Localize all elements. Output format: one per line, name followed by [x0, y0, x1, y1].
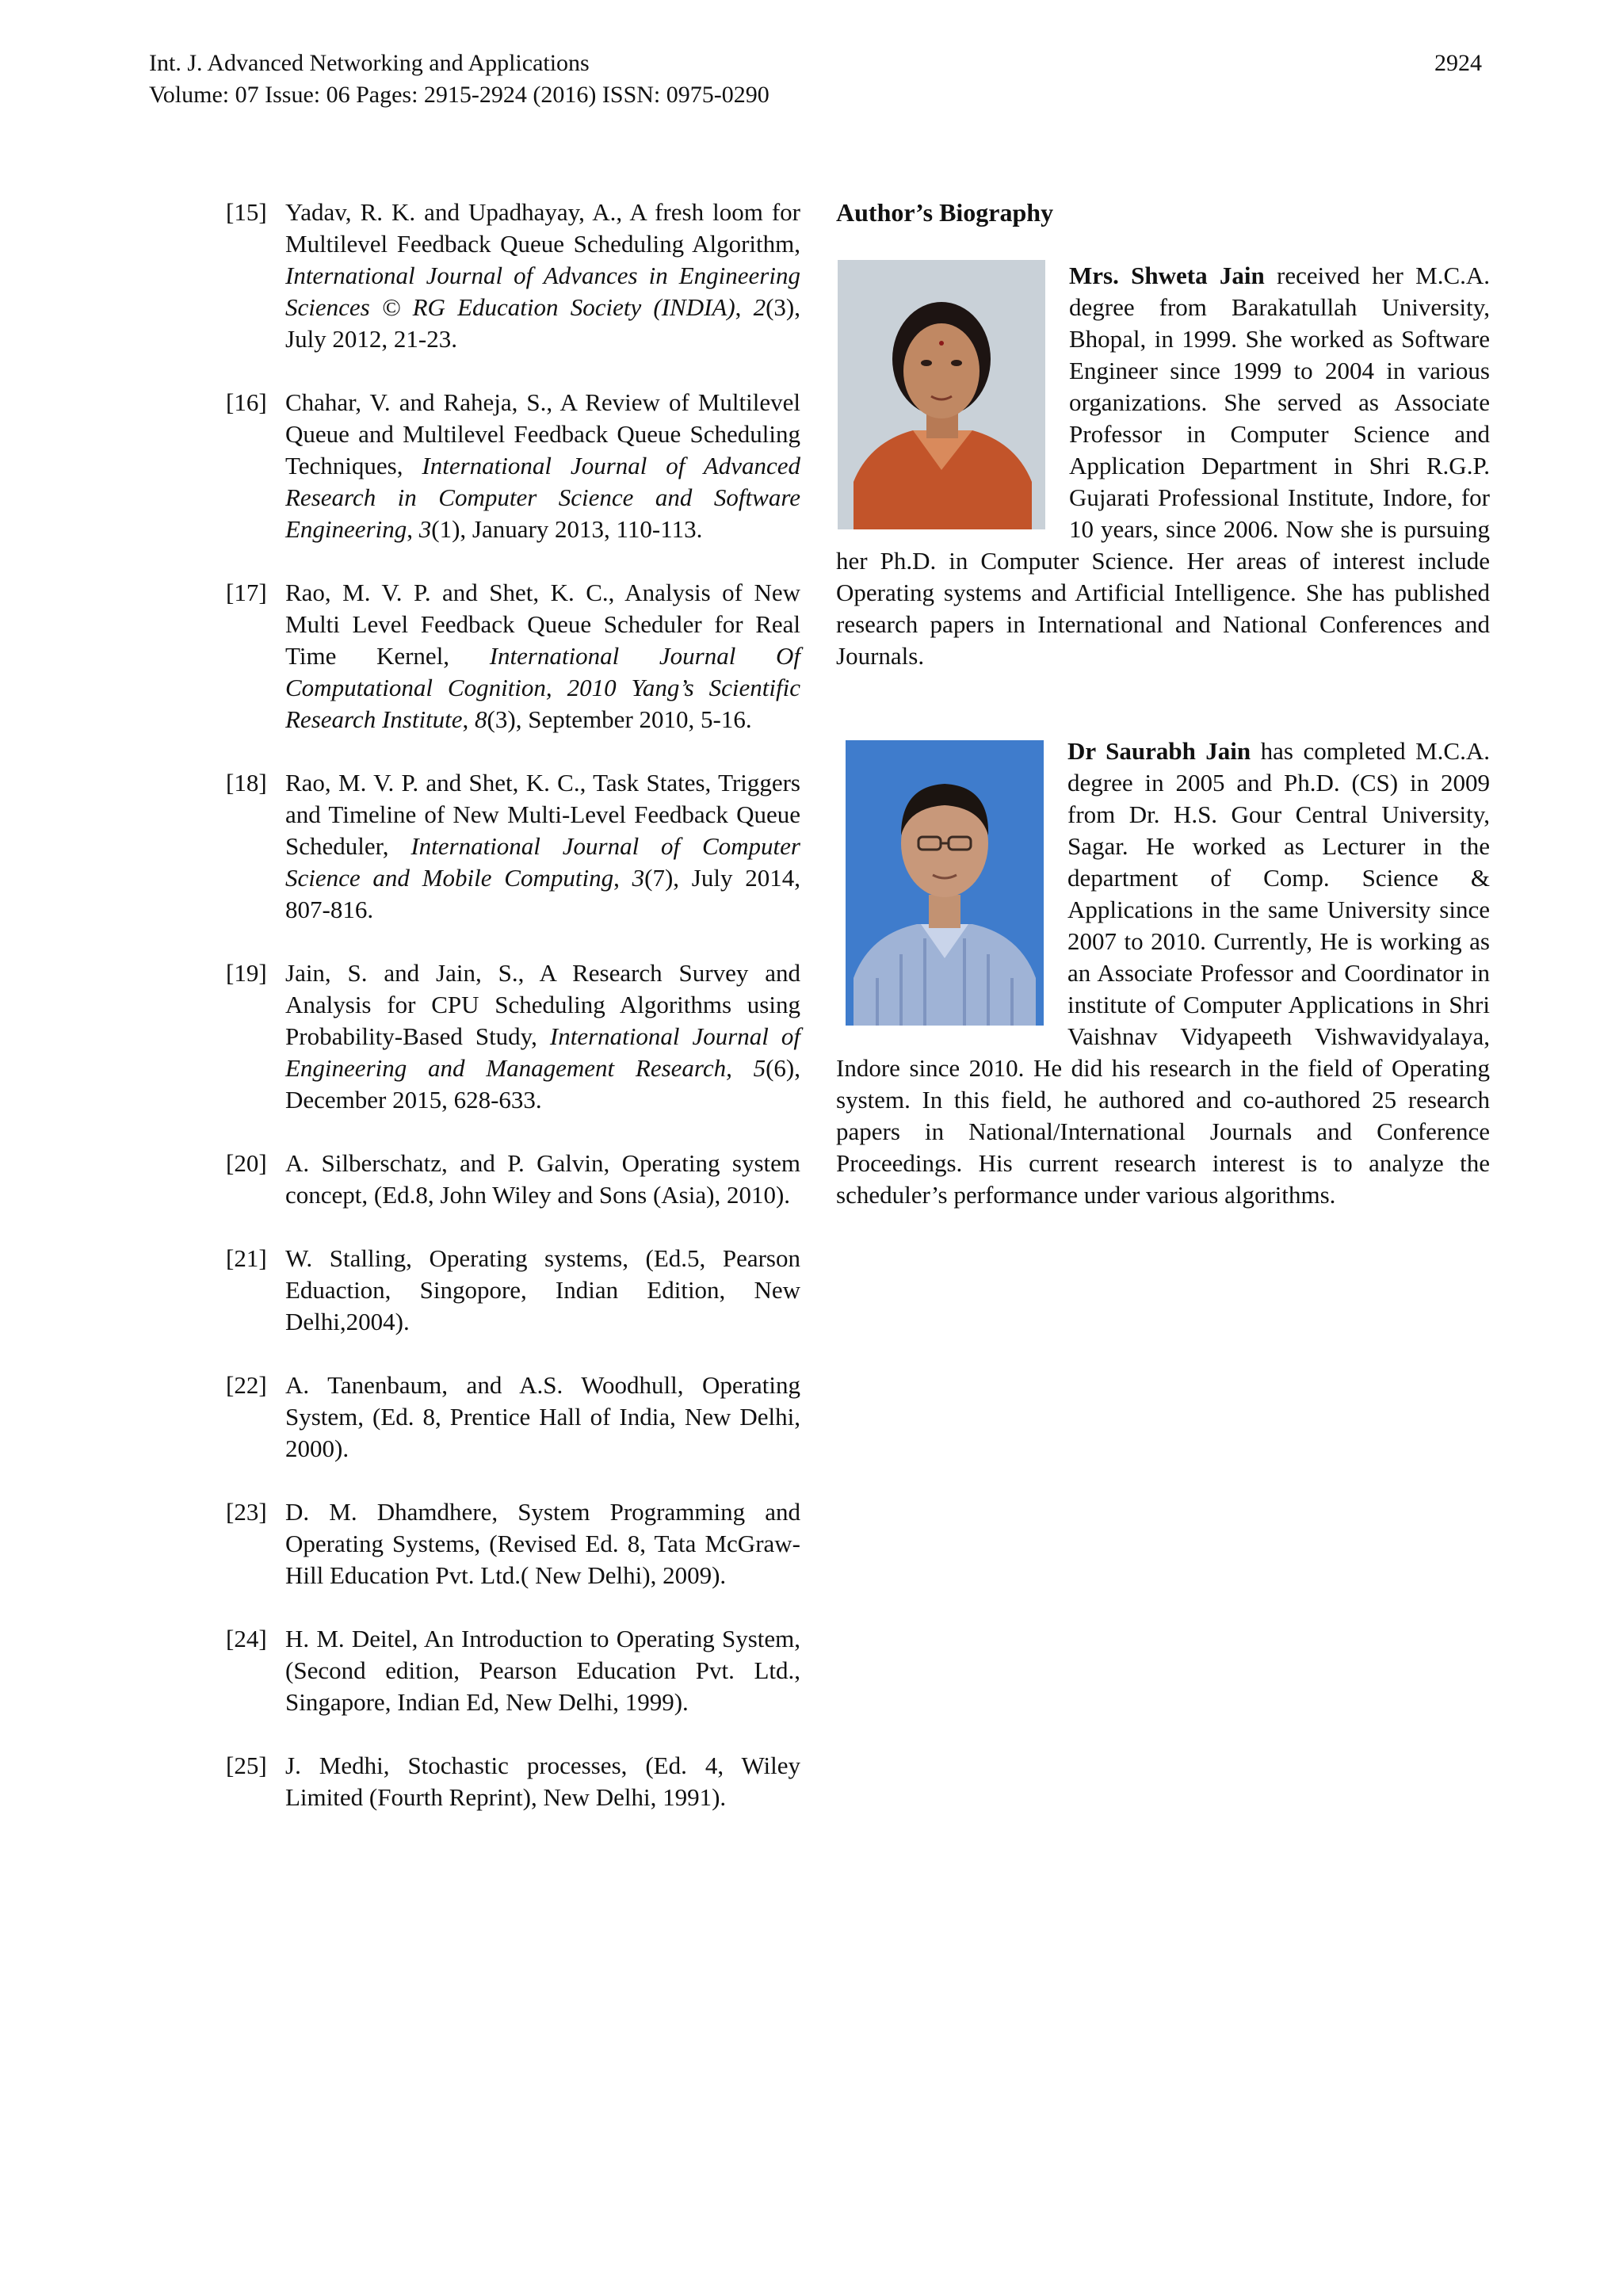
author-photo-shweta-jain — [838, 260, 1045, 529]
reference-italic-segment: 3 — [632, 864, 645, 892]
reference-text — [285, 1623, 800, 1718]
reference-item — [226, 1750, 800, 1813]
reference-italic-segment: International Journal of Engineering and Management Research, 5 — [285, 1022, 800, 1082]
page-number: 2924 — [1434, 50, 1482, 76]
reference-segment: Chahar, V. and Raheja, S., A Review of Multilevel Queue and Multilevel Feedback Queue Scheduling Techniques, — [285, 388, 800, 479]
author-name-shweta-jain: Mrs. Shweta Jain — [1069, 262, 1265, 289]
reference-item — [226, 1148, 800, 1211]
reference-item — [226, 1496, 800, 1591]
reference-segment: Jain, S. and Jain, S., A Research Survey and Analysis for CPU Scheduling Algorithms using Probability-Based Study, — [285, 959, 800, 1050]
journal-title: Int. J. Advanced Networking and Applications — [149, 50, 590, 76]
reference-item — [226, 1243, 800, 1338]
reference-segment: , — [735, 293, 754, 321]
reference-number: [15] — [226, 198, 267, 226]
reference-text — [285, 387, 800, 545]
reference-segment: A. Tanenbaum, and A.S. Woodhull, Operating System, (Ed. 8, Prentice Hall of India, New Delhi, 2000). — [285, 1371, 800, 1462]
reference-segment: D. M. Dhamdhere, System Programming and Operating Systems, (Revised Ed. 8, Tata McGraw-Hill Education Pvt. Ltd.( New Delhi), 2009). — [285, 1498, 800, 1589]
author-name-saurabh-jain: Dr Saurabh Jain — [1067, 737, 1251, 765]
reference-segment: , — [462, 705, 475, 733]
reference-segment: W. Stalling, Operating systems, (Ed.5, Pearson Eduaction, Singopore, Indian Edition, New Delhi,2004). — [285, 1244, 800, 1335]
reference-text — [285, 577, 800, 735]
reference-item — [226, 577, 800, 735]
reference-item — [226, 197, 800, 355]
reference-segment: (6), December 2015, 628-633. — [285, 1054, 800, 1114]
reference-number: [20] — [226, 1149, 267, 1177]
reference-text — [285, 1148, 800, 1211]
reference-item — [226, 767, 800, 926]
reference-text — [285, 767, 800, 926]
reference-item — [226, 1623, 800, 1718]
journal-volume-info: Volume: 07 Issue: 06 Pages: 2915-2924 (2016) ISSN: 0975-0290 — [149, 82, 769, 108]
reference-segment: Rao, M. V. P. and Shet, K. C., Task States, Triggers and Timeline of New Multi-Level Feedback Queue Scheduler, — [285, 769, 800, 860]
reference-number: [17] — [226, 579, 267, 606]
references-column — [226, 197, 800, 1845]
author-bio-1 — [836, 260, 1490, 672]
reference-segment: Rao, M. V. P. and Shet, K. C., Analysis of New Multi Level Feedback Queue Scheduler for Real Time Kernel, — [285, 579, 800, 670]
biography-heading: Author’s Biography — [836, 198, 1054, 227]
biography-column — [836, 197, 1490, 1211]
reference-segment: (3), September 2010, 5-16. — [487, 705, 752, 733]
reference-segment: (7), July 2014, 807-816. — [285, 864, 801, 923]
reference-number: [22] — [226, 1371, 267, 1399]
reference-italic-segment: International Journal of Advances in Engineering Sciences © RG Education Society (INDIA) — [285, 262, 800, 321]
reference-number: [23] — [226, 1498, 267, 1526]
reference-number: [19] — [226, 959, 267, 987]
reference-text — [285, 957, 800, 1116]
reference-italic-segment: 8 — [475, 705, 487, 733]
reference-number: [24] — [226, 1625, 267, 1652]
reference-italic-segment: International Journal of Computer Science and Mobile Computing — [285, 832, 800, 892]
reference-text — [285, 1496, 800, 1591]
author-bio-text-saurabh-jain: has completed M.C.A. degree in 2005 and Ph.D. (CS) in 2009 from Dr. H.S. Gour Central University, Sagar. He worked as Lecturer in the department of Comp. Science & Applications in the same University since 2007 to 2010. Currently, He is working as an Associate Professor and Coordinator in institute of Computer Applications in Shri Vaishnav Vidyapeeth Vishwavidyalaya, Indore since 2010. He did his research in the field of Operating system. In this field, he authored and co-authored 25 research papers in National/International Journals and Conference Proceedings. His current research interest is to analyze the scheduler’s performance under various algorithms. — [836, 737, 1490, 1209]
reference-item — [226, 1370, 800, 1465]
reference-segment: (1), January 2013, 110-113. — [431, 515, 703, 543]
reference-segment: J. Medhi, Stochastic processes, (Ed. 4, Wiley Limited (Fourth Reprint), New Delhi, 1991). — [285, 1752, 800, 1811]
reference-text — [285, 1750, 800, 1813]
reference-segment: H. M. Deitel, An Introduction to Operating System, (Second edition, Pearson Education Pvt. Ltd., Singapore, Indian Ed, New Delhi, 1999). — [285, 1625, 800, 1716]
author-bio-2 — [836, 735, 1490, 1211]
reference-number: [18] — [226, 769, 267, 797]
reference-number: [21] — [226, 1244, 267, 1272]
reference-item — [226, 387, 800, 545]
author-bio-text-shweta-jain: received her M.C.A. degree from Barakatullah University, Bhopal, in 1999. She worked as Software Engineer since 1999 to 2004 in various organizations. She served as Associate Professor in Computer Science and Application Department in Shri R.G.P. Gujarati Professional Institute, Indore, for 10 years, since 2006. Now she is pursuing her Ph.D. in Computer Science. Her areas of interest include Operating systems and Artificial Intelligence. She has published research papers in International and National Conferences and Journals. — [836, 262, 1491, 670]
reference-segment: , — [613, 864, 632, 892]
reference-italic-segment: 3 — [418, 515, 432, 543]
reference-text — [285, 1243, 800, 1338]
reference-segment: (3), July 2012, 21-23. — [285, 293, 800, 353]
reference-segment: Yadav, R. K. and Upadhayay, A., A fresh loom for Multilevel Feedback Queue Scheduling Algorithm, — [285, 198, 800, 258]
reference-italic-segment: 2 — [753, 293, 766, 321]
reference-segment: , — [407, 515, 419, 543]
reference-italic-segment: International Journal of Advanced Research in Computer Science and Software Engineering — [285, 452, 800, 543]
reference-text — [285, 197, 800, 355]
reference-text — [285, 1370, 800, 1465]
reference-number: [16] — [226, 388, 267, 416]
reference-italic-segment: International Journal Of Computational Cognition, 2010 Yang’s Scientific Research Institute — [285, 642, 800, 733]
author-photo-saurabh-jain — [846, 740, 1044, 1026]
running-header — [149, 48, 769, 111]
reference-number: [25] — [226, 1752, 267, 1779]
reference-segment: A. Silberschatz, and P. Galvin, Operating system concept, (Ed.8, John Wiley and Sons (Asia), 2010). — [285, 1149, 800, 1209]
reference-item — [226, 957, 800, 1116]
